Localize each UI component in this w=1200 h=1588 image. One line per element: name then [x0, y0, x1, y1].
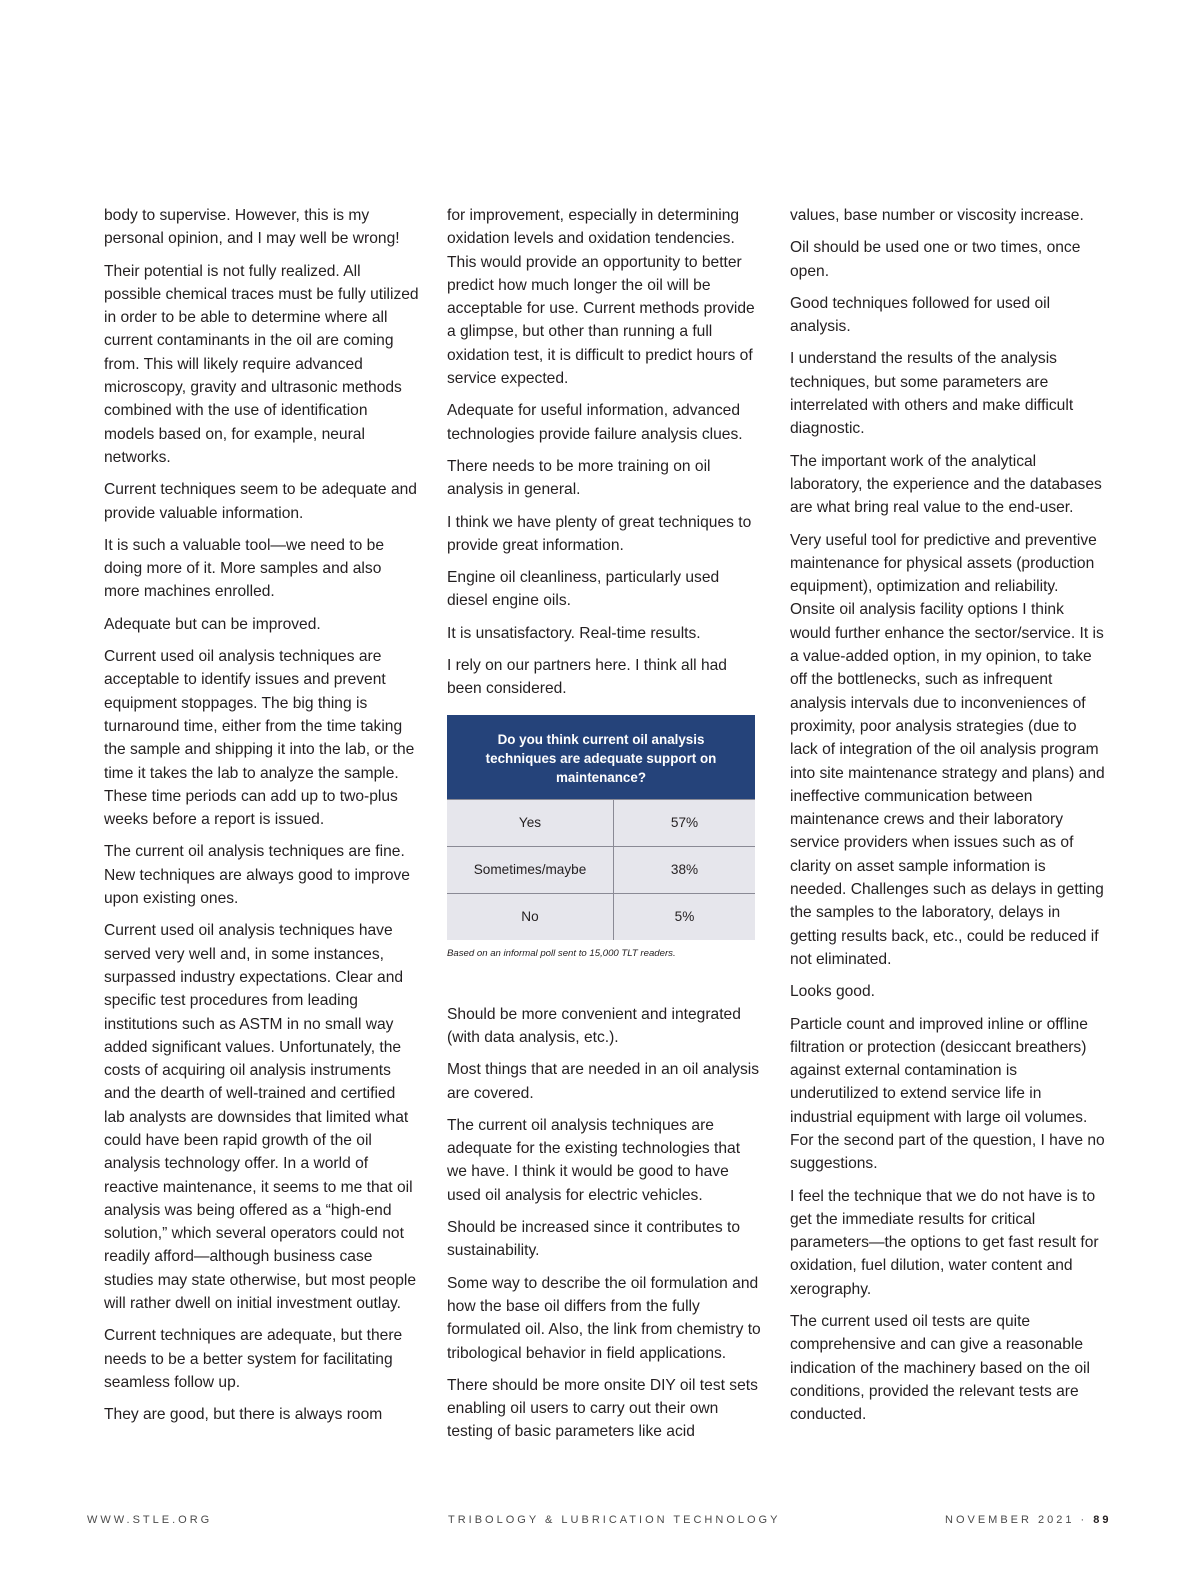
footer-publication: TRIBOLOGY & LUBRICATION TECHNOLOGY — [448, 1514, 781, 1526]
paragraph: It is unsatisfactory. Real-time results. — [447, 624, 701, 642]
poll-answer-label: Sometimes/maybe — [447, 847, 614, 893]
paragraph: Good techniques followed for used oil analysis. — [790, 294, 1051, 336]
paragraph: Should be increased since it contributes to sustainability. — [447, 1219, 740, 1260]
footer-website: WWW.STLE.ORG — [87, 1514, 213, 1526]
paragraph: I think we have plenty of great techniques to provide great information. — [447, 513, 752, 554]
paragraph: The current oil analysis techniques are fine. New techniques are always good to improve upon existing ones. — [104, 843, 410, 908]
paragraph: The current used oil tests are quite comprehensive and can give a reasonable indication of the machinery based on the oil conditions, provided the relevant tests are conducted. — [790, 1313, 1090, 1424]
paragraph: Particle count and improved inline or offline filtration or protection (desiccant breathers) against external contamination is underutilized to extend service life in industrial equipment with large oil volumes. For the second part of the question, I have no suggestions. — [790, 1015, 1105, 1173]
poll-row — [447, 893, 755, 940]
paragraph: Their potential is not fully realized. All possible chemical traces must be fully utilized in order to be able to determine where all current contaminants in the oil are coming from. This will likely require advanced microscopy, gravity and ultrasonic methods combined with the use of identification models based on, for example, neural networks. — [104, 262, 419, 466]
paragraph: body to supervise. However, this is my personal opinion, and I may well be wrong! — [104, 207, 400, 248]
paragraph: Some way to describe the oil formulation and how the base oil differs from the fully formulated oil. Also, the link from chemistry to tribological behavior in field applications. — [447, 1274, 761, 1362]
right-column — [790, 204, 1106, 1436]
paragraph: Current used oil analysis techniques are acceptable to identify issues and prevent equipment stoppages. The big thing is turnaround time, either from the time taking the sample and shipping it into the lab, or the time it takes the lab to analyze the sample. These time periods can add up to two-plus weeks before a report is issued. — [104, 648, 415, 829]
paragraph: There needs to be more training on oil analysis in general. — [447, 457, 711, 499]
paragraph: There should be more onsite DIY oil test sets enabling oil users to carry out their own testing of basic parameters like acid — [447, 1376, 758, 1441]
page-number: 89 — [1093, 1514, 1112, 1526]
paragraph: Current techniques are adequate, but there needs to be a better system for facilitating seamless follow up. — [104, 1327, 403, 1391]
paragraph: I rely on our partners here. I think all had been considered. — [447, 657, 727, 698]
poll-table — [447, 715, 755, 940]
paragraph: They are good, but there is always room — [104, 1406, 383, 1424]
paragraph: I feel the technique that we do not have is to get the immediate results for critical parameters—the options to get fast result for oxidation, fuel dilution, water content and xerography. — [790, 1187, 1099, 1298]
paragraph: Looks good. — [790, 983, 875, 1001]
footer-date-page — [945, 1514, 1112, 1526]
footer-date: NOVEMBER 2021 — [945, 1514, 1075, 1526]
paragraph: Oil should be used one or two times, once open. — [790, 239, 1081, 280]
paragraph: It is such a valuable tool—we need to be doing more of it. More samples and also more machines enrolled. — [104, 536, 384, 601]
left-column — [104, 204, 420, 1436]
paragraph: The important work of the analytical laboratory, the experience and the databases are what bring real value to the end-user. — [790, 452, 1102, 517]
paragraph: values, base number or viscosity increase. — [790, 207, 1084, 224]
paragraph: The current oil analysis techniques are adequate for the existing technologies that we have. I think it would be good to have used oil analysis for electric vehicles. — [447, 1116, 741, 1204]
poll-answer-label: No — [447, 894, 614, 940]
paragraph: Engine oil cleanliness, particularly used diesel engine oils. — [447, 569, 720, 610]
paragraph: Current used oil analysis techniques have served very well and, in some instances, surpassed industry expectations. Clear and specific test procedures from leading institutions such as ASTM in no small way added significant values. Unfortunately, the costs of acquiring oil analysis instruments and the dearth of well-trained and certified lab analysts are downsides that limited what could have been rapid growth of the oil analysis technology offer. In a world of reactive maintenance, it seems to me that oil analysis was being offered as a “high-end solution,” which several operators could not readily afford—although business case studies may state otherwise, but most people will rather dwell on initial investment outlay. — [104, 922, 417, 1313]
poll-question: Do you think current oil analysis techniques are adequate support on maintenance? — [447, 715, 755, 799]
paragraph: Adequate for useful information, advanced technologies provide failure analysis clues. — [447, 402, 743, 443]
middle-column — [447, 204, 763, 1453]
poll-footnote: Based on an informal poll sent to 15,000 TLT readers. — [447, 947, 676, 959]
poll-answer-percent: 5% — [674, 909, 695, 925]
poll-answer-label: Yes — [447, 800, 614, 846]
paragraph: Should be more convenient and integrated (with data analysis, etc.). — [447, 1005, 741, 1046]
paragraph: Current techniques seem to be adequate and provide valuable information. — [104, 481, 417, 522]
poll-row — [447, 846, 755, 893]
paragraph: Adequate but can be improved. — [104, 615, 321, 633]
paragraph: Very useful tool for predictive and preventive maintenance for physical assets (production equipment), optimization and reliability. Onsite oil analysis facility options I think would further enhance the sector/service. It is a value-added option, in my opinion, to take off the bottlenecks, such as infrequent analysis intervals due to inconveniences of proximity, poor analysis strategies (due to lack of integration of the oil analysis program into site maintenance strategy and plans) and ineffective communication between maintenance crews and their laboratory service providers when issues such as of clarity on asset sample information is needed. Challenges such as delays in getting the samples to the laboratory, delays in getting results back, etc., could be reduced if not eliminated. — [790, 531, 1105, 968]
poll-answer-percent: 38% — [670, 862, 699, 878]
footer-separator: · — [1080, 1514, 1088, 1526]
paragraph: for improvement, especially in determining oxidation levels and oxidation tendencies. This would provide an opportunity to better predict how much longer the oil will be acceptable for use. Current methods provide a glimpse, but other than running a full oxidation test, it is difficult to predict hours of service expected. — [447, 207, 755, 388]
paragraph: I understand the results of the analysis techniques, but some parameters are interrelated with others and make difficult diagnostic. — [790, 350, 1074, 438]
poll-answer-percent: 57% — [670, 815, 699, 831]
paragraph: Most things that are needed in an oil analysis are covered. — [447, 1061, 760, 1102]
poll-row — [447, 799, 755, 846]
